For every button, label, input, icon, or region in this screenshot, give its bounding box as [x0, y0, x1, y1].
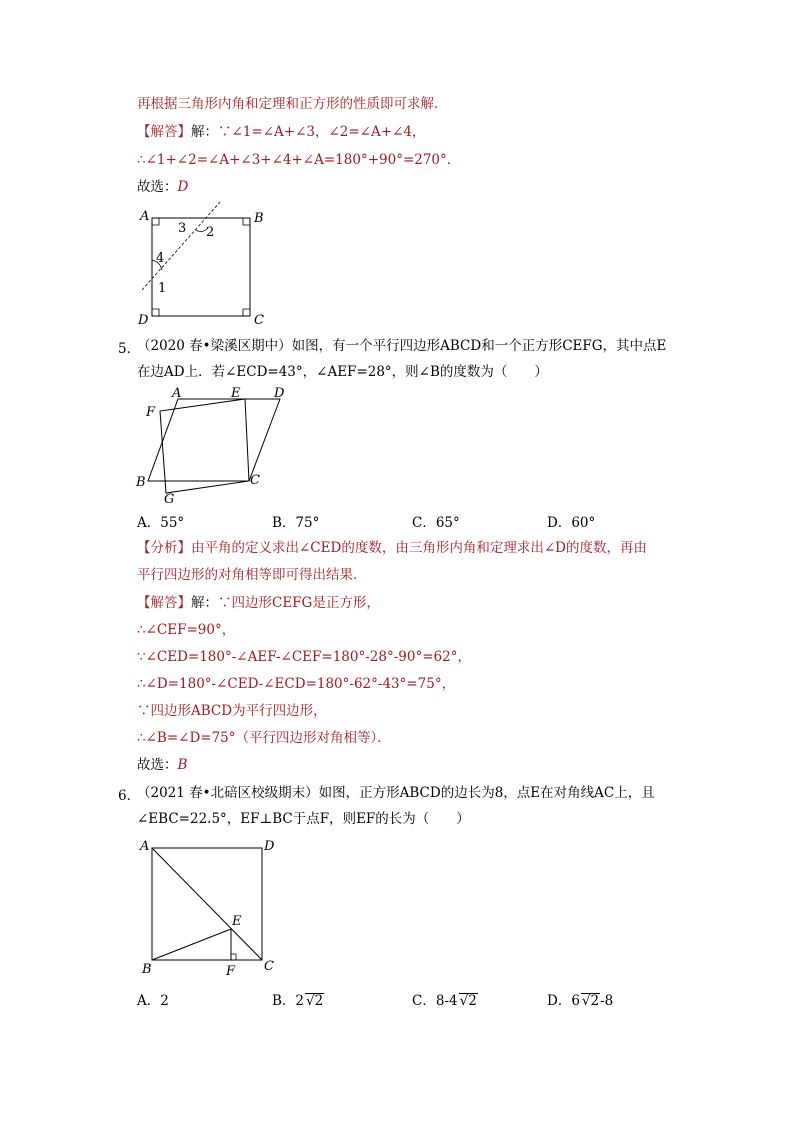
q4-analysis-line: 再根据三角形内角和定理和正方形的性质即可求解．	[137, 96, 448, 112]
q5-label-E: E	[231, 386, 241, 401]
q6-option-b	[272, 989, 324, 1009]
q5-solution-line5: ∵四边形ABCD为平行四边形，	[137, 703, 327, 719]
q6-number: 6．	[118, 788, 141, 804]
q5-answer-label: 故选：	[137, 757, 178, 773]
q5-stem-line1	[137, 337, 666, 355]
q6-label-E: E	[232, 914, 242, 929]
q5-option-c: C．65°	[412, 515, 460, 531]
q6-option-c-sqrt: √2	[459, 993, 477, 1009]
q6-label-D: D	[264, 839, 275, 854]
q4-label-angle4: 4	[156, 251, 165, 266]
q5-label-G: G	[164, 492, 175, 507]
q4-label-angle2: 2	[206, 225, 215, 240]
q6-source: （2021 春•北碚区校级期末）	[137, 785, 319, 801]
q5-figure	[132, 383, 292, 508]
q6-stem-line1	[137, 784, 655, 802]
q4-solution-line2: ∴∠1+∠2=∠A+∠3+∠4+∠A=180°+90°=270°．	[137, 152, 461, 168]
q5-answer	[137, 756, 187, 774]
q5-solution-line6: ∴∠B=∠D=75°（平行四边形对角相等）．	[137, 730, 391, 746]
q5-label-F: F	[146, 405, 156, 420]
q5-label-A: A	[172, 386, 182, 401]
q5-analysis-text1: 由平角的定义求出∠CED的度数，由三角形内角和定理求出∠D的度数，再由	[191, 540, 647, 556]
q6-option-d	[547, 989, 613, 1009]
q6-option-c-coef: C．8-4	[412, 993, 458, 1009]
q5-solution-prefix: 解：	[191, 595, 218, 611]
q6-option-b-radicand: 2	[314, 993, 324, 1009]
q4-solution-text1: ∵∠1=∠A+∠3，∠2=∠A+∠4，	[218, 124, 426, 140]
q5-label-D: D	[274, 386, 285, 401]
q5-number: 5．	[118, 341, 141, 357]
q5-solution-line3: ∵∠CED=180°-∠AEF-∠CEF=180°-28°-90°=62°，	[137, 649, 471, 665]
q5-solution-line2: ∴∠CEF=90°，	[137, 622, 236, 638]
q5-option-d: D．60°	[547, 515, 596, 531]
q5-source: （2020 春•梁溪区期中）	[137, 338, 292, 354]
q4-solution-prefix: 解：	[191, 124, 218, 140]
q4-solution-tag: 【解答】	[137, 124, 191, 140]
q4-label-A: A	[140, 209, 150, 224]
q5-solution-tag: 【解答】	[137, 595, 191, 611]
q4-label-B: B	[254, 211, 264, 226]
q4-figure	[132, 200, 282, 330]
q4-answer	[137, 178, 188, 196]
q5-solution-text1: ∵四边形CEFG是正方形，	[218, 595, 380, 611]
q6-option-c-radicand: 2	[468, 993, 477, 1009]
q5-solution-line1	[137, 594, 380, 612]
q5-option-a: A．55°	[137, 515, 185, 531]
q5-stem-text1: 如图，有一个平行四边形ABCD和一个正方形CEFG，其中点E	[291, 338, 667, 354]
q6-label-C: C	[264, 959, 274, 974]
q5-label-B: B	[136, 475, 146, 490]
q6-option-b-sqrt: √2	[306, 993, 324, 1009]
q5-option-b: B．75°	[272, 515, 320, 531]
q6-option-b-coef: B．2	[272, 993, 305, 1009]
q5-analysis-tag: 【分析】	[137, 540, 191, 556]
q5-solution-line4: ∴∠D=180°-∠CED-∠ECD=180°-62°-43°=75°，	[137, 676, 456, 692]
q5-label-C: C	[250, 473, 260, 488]
q6-option-d-tail: -8	[600, 993, 614, 1009]
q6-option-a: A．2	[137, 993, 169, 1009]
q6-stem-line2: ∠EBC=22.5°，EF⊥BC于点F，则EF的长为（ ）	[137, 811, 470, 827]
q6-option-d-radicand: 2	[590, 993, 600, 1009]
q6-option-c	[412, 989, 478, 1009]
q6-label-B: B	[142, 962, 152, 977]
q6-label-A: A	[140, 839, 150, 854]
q6-figure	[136, 836, 286, 981]
q4-answer-value: D	[177, 179, 189, 195]
q5-analysis-line2: 平行四边形的对角相等即可得出结果．	[137, 567, 367, 583]
q4-label-D: D	[138, 313, 149, 328]
q4-label-C: C	[254, 313, 264, 328]
q4-label-angle1: 1	[158, 281, 167, 296]
q4-answer-label: 故选：	[137, 179, 178, 195]
q6-label-F: F	[226, 964, 236, 979]
q6-option-d-sqrt: √2	[581, 993, 600, 1009]
q5-analysis-line1	[137, 539, 647, 557]
q5-stem-line2: 在边AD上．若∠ECD=43°，∠AEF=28°，则∠B的度数为（ ）	[137, 364, 548, 380]
q6-option-d-coef: D．6	[547, 993, 580, 1009]
q6-stem-text1: 如图，正方形ABCD的边长为8，点E在对角线AC上，且	[318, 785, 655, 801]
q4-solution-line1	[137, 123, 425, 141]
q5-answer-value: B	[177, 757, 188, 773]
q4-label-angle3: 3	[178, 221, 187, 236]
